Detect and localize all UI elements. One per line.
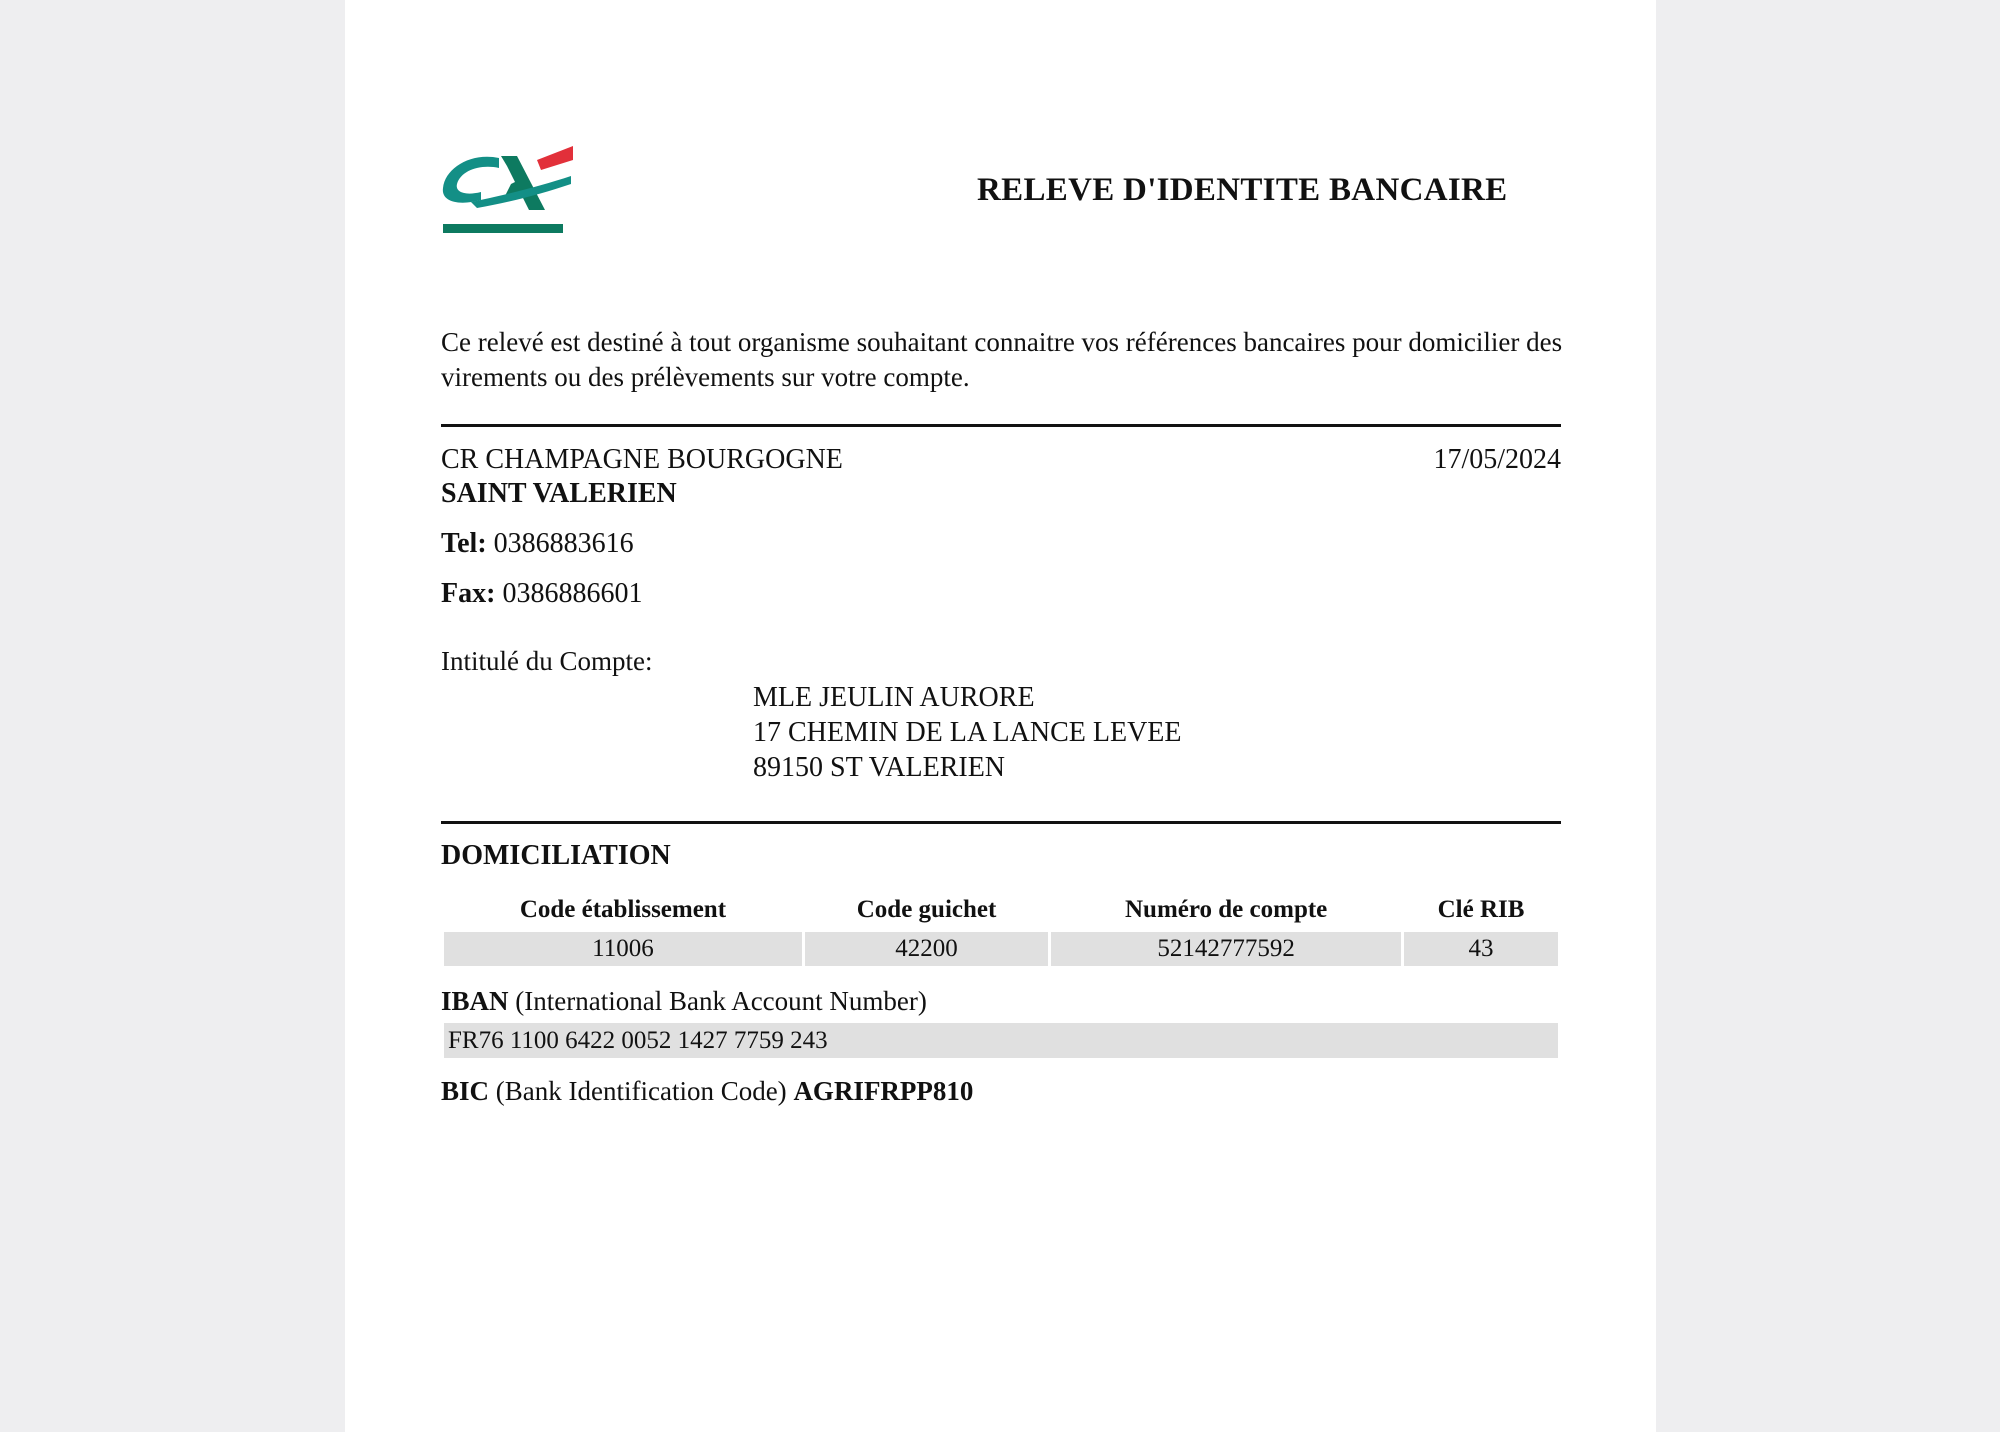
credit-agricole-logo-icon — [441, 140, 573, 236]
divider — [441, 424, 1561, 427]
rib-header: Code établissement — [519, 896, 727, 923]
tel-label: Tel: — [441, 528, 487, 559]
holder-name: MLE JEULIN AURORE — [753, 682, 1035, 713]
rib-value-row — [444, 932, 1558, 966]
rib-header: Code guichet — [856, 896, 997, 923]
document-page — [345, 0, 1656, 1432]
cle-rib: 43 — [1404, 932, 1558, 966]
fax-label: Fax: — [441, 578, 496, 609]
bic-line — [441, 1076, 973, 1107]
bic-label: BIC — [441, 1076, 490, 1106]
divider — [441, 821, 1561, 824]
iban-value: FR76 1100 6422 0052 1427 7759 243 — [444, 1023, 1558, 1058]
code-guichet: 42200 — [805, 932, 1048, 966]
rib-header: Clé RIB — [1437, 896, 1525, 923]
account-holder — [753, 680, 1182, 785]
holder-address-1: 17 CHEMIN DE LA LANCE LEVEE — [753, 717, 1182, 748]
fax-value: 0386886601 — [502, 578, 643, 609]
rib-header-row — [444, 894, 1558, 932]
rib-table — [441, 894, 1561, 966]
tel-value: 0386883616 — [493, 528, 634, 559]
bank-name: CR CHAMPAGNE BOURGOGNE — [441, 444, 843, 475]
iban-label-line — [441, 986, 927, 1017]
fax-line — [441, 578, 642, 610]
iban-description: (International Bank Account Number) — [515, 986, 927, 1016]
tel-line — [441, 528, 634, 560]
iban-label: IBAN — [441, 986, 509, 1016]
document-date: 17/05/2024 — [1433, 444, 1561, 475]
bic-value: AGRIFRPP810 — [793, 1076, 974, 1106]
intitule-label: Intitulé du Compte: — [441, 646, 653, 676]
code-etablissement: 11006 — [444, 932, 802, 966]
numero-compte: 52142777592 — [1051, 932, 1401, 966]
domiciliation-title: DOMICILIATION — [441, 840, 671, 871]
bic-description: (Bank Identification Code) — [495, 1076, 787, 1106]
holder-address-2: 89150 ST VALERIEN — [753, 752, 1006, 783]
document-title: RELEVE D'IDENTITE BANCAIRE — [977, 172, 1508, 208]
rib-header: Numéro de compte — [1125, 896, 1328, 923]
intro-text: Ce relevé est destiné à tout organisme souhaitant connaitre vos références bancaires pour domicilier des virements ou des prélèvements sur votre compte. — [441, 327, 1563, 392]
agency-name: SAINT VALERIEN — [441, 478, 677, 509]
